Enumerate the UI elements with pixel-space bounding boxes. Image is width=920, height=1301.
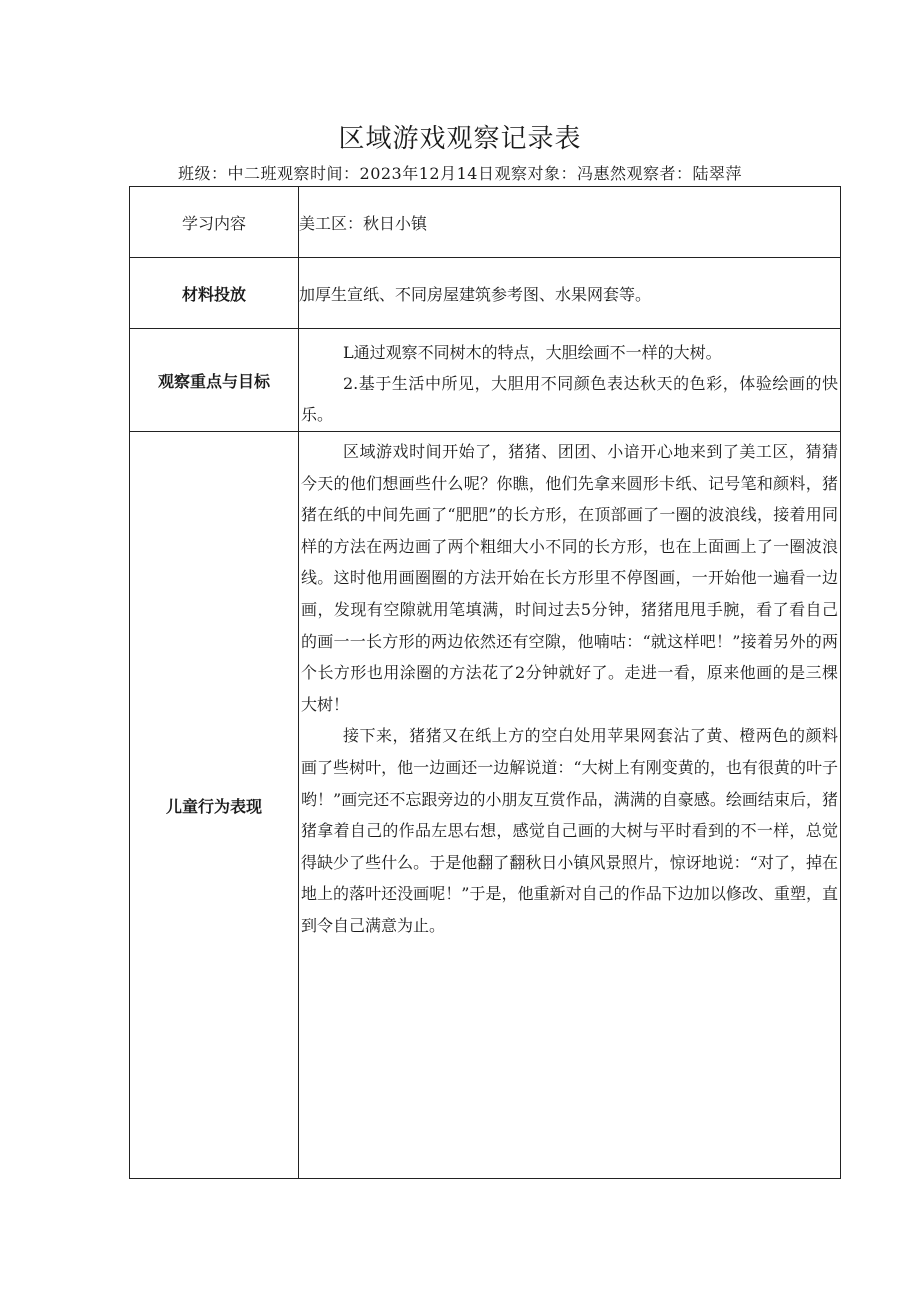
- behavior-paragraph-2: 接下来，猪猪又在纸上方的空白处用苹果网套沾了黄、橙两色的颜料画了些树叶，他一边画还一边解说道：“大树上有刚变黄的，也有很黄的叶子哟！”画完还不忘跟旁边的小朋友互赏作品，满满的自豪感。绘画结束后，猪猪拿着自己的作品左思右想，感觉自己画的大树与平时看到的不一样，总觉得缺少了些什么。于是他翻了翻秋日小镇风景照片，惊讶地说：“对了，掉在地上的落叶还没画呢！”于是，他重新对自己的作品下边加以修改、重塑，直到令自己满意为止。: [301, 726, 838, 935]
- behavior-paragraph-1: 区域游戏时间开始了，猪猪、团团、小谙开心地来到了美工区，猜猜今天的他们想画些什么呢？你瞧，他们先拿来圆形卡纸、记号笔和颜料，猪猪在纸的中间先画了“肥肥”的长方形，在顶部画了一圈的波浪线，接着用同样的方法在两边画了两个粗细大小不同的长方形，也在上面画上了一圈波浪线。这时他用画圈圈的方法开始在长方形里不停图画，一开始他一遍看一边画，发现有空隙就用笔填满，时间过去5分钟，猪猪甩甩手腕，看了看自己的画一一长方形的两边依然还有空隙，他喃咕：“就这样吧！”接着另外的两个长方形也用涂圈的方法花了2分钟就好了。走进一看，原来他画的是三棵大树！: [301, 442, 838, 714]
- value-child-behavior: [299, 432, 841, 1179]
- value-learning-content: 美工区：秋日小镇: [299, 187, 841, 258]
- label-learning-content: 学习内容: [130, 187, 299, 258]
- goal-item-2: 2.基于生活中所见，大胆用不同颜色表达秋天的色彩，体验绘画的快乐。: [301, 374, 838, 424]
- goal-item-1: L通过观察不同树木的特点，大胆绘画不一样的大树。: [343, 343, 722, 362]
- value-materials: 加厚生宣纸、不同房屋建筑参考图、水果网套等。: [299, 258, 841, 329]
- value-observation-goals: [299, 329, 841, 432]
- table-row-materials: [130, 258, 841, 329]
- label-child-behavior: 儿童行为表现: [130, 432, 299, 1179]
- table-row-child-behavior: [130, 432, 841, 1179]
- label-materials: 材料投放: [130, 258, 299, 329]
- observation-record-table: [129, 186, 841, 1179]
- label-observation-goals: 观察重点与目标: [130, 329, 299, 432]
- document-meta-line: 班级：中二班观察时间：2023年12月14日观察对象：冯惠然观察者：陆翠萍: [178, 164, 742, 183]
- document-title: 区域游戏观察记录表: [338, 124, 582, 154]
- table-row-learning-content: [130, 187, 841, 258]
- table-row-observation-goals: [130, 329, 841, 432]
